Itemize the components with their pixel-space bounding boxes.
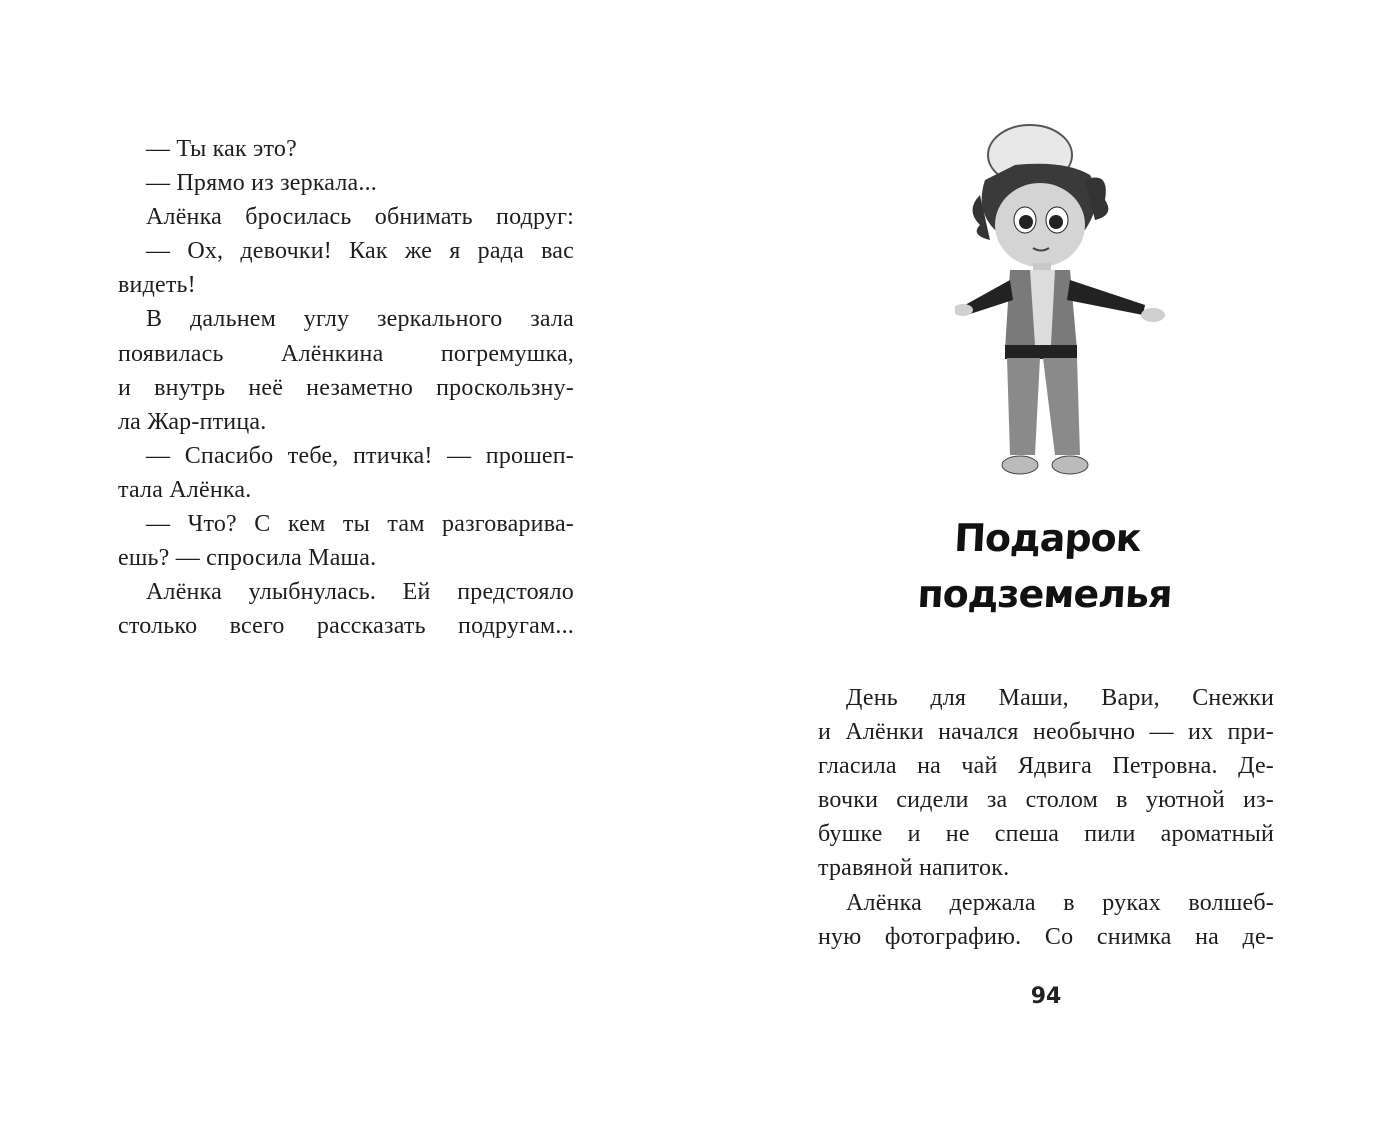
text-line: В дальнем углу зеркального зала	[146, 306, 574, 333]
page-number: 94	[1030, 984, 1062, 1009]
text-line: и Алёнки начался необычно — их при-	[818, 719, 1274, 746]
text-line: травяной напиток.	[818, 855, 1010, 882]
chapter-title-line1: Подарок	[953, 516, 1142, 560]
text-line: вочки сидели за столом в уютной из-	[818, 787, 1274, 814]
text-line: ешь? — спросила Маша.	[118, 545, 377, 572]
text-line: ла Жар-птица.	[118, 408, 267, 435]
chapter-title-line2: подземелья	[916, 572, 1173, 616]
text-line: ную фотографию. Со снимка на де-	[818, 923, 1274, 950]
text-line: — Ох, девочки! Как же я рада вас	[146, 238, 574, 265]
text-line: видеть!	[118, 272, 196, 299]
text-line: бушке и не спеша пили ароматный	[818, 821, 1274, 848]
boy-character-illustration	[955, 120, 1175, 485]
text-line: столько всего рассказать подругам...	[118, 613, 574, 640]
text-line: Алёнка бросилась обнимать подруг:	[146, 204, 574, 231]
text-line: — Спасибо тебе, птичка! — прошеп-	[146, 442, 574, 469]
text-line: — Прямо из зеркала...	[146, 170, 378, 197]
right-page-text	[818, 681, 1274, 954]
text-line: День для Маши, Вари, Снежки	[846, 685, 1274, 711]
text-line: появилась Алёнкина погремушка,	[118, 340, 574, 367]
text-line: гласила на чай Ядвига Петровна. Де-	[818, 753, 1274, 780]
text-line: Алёнка держала в руках волшеб-	[846, 889, 1274, 916]
text-line: и внутрь неё незаметно проскользну-	[118, 374, 574, 401]
text-line: тала Алёнка.	[118, 476, 252, 503]
left-page-text	[118, 132, 574, 643]
text-line: Алёнка улыбнулась. Ей предстояло	[146, 579, 574, 606]
chapter-title	[815, 510, 1277, 622]
text-line: — Ты как это?	[146, 136, 297, 162]
text-line: — Что? С кем ты там разговарива-	[146, 511, 574, 538]
